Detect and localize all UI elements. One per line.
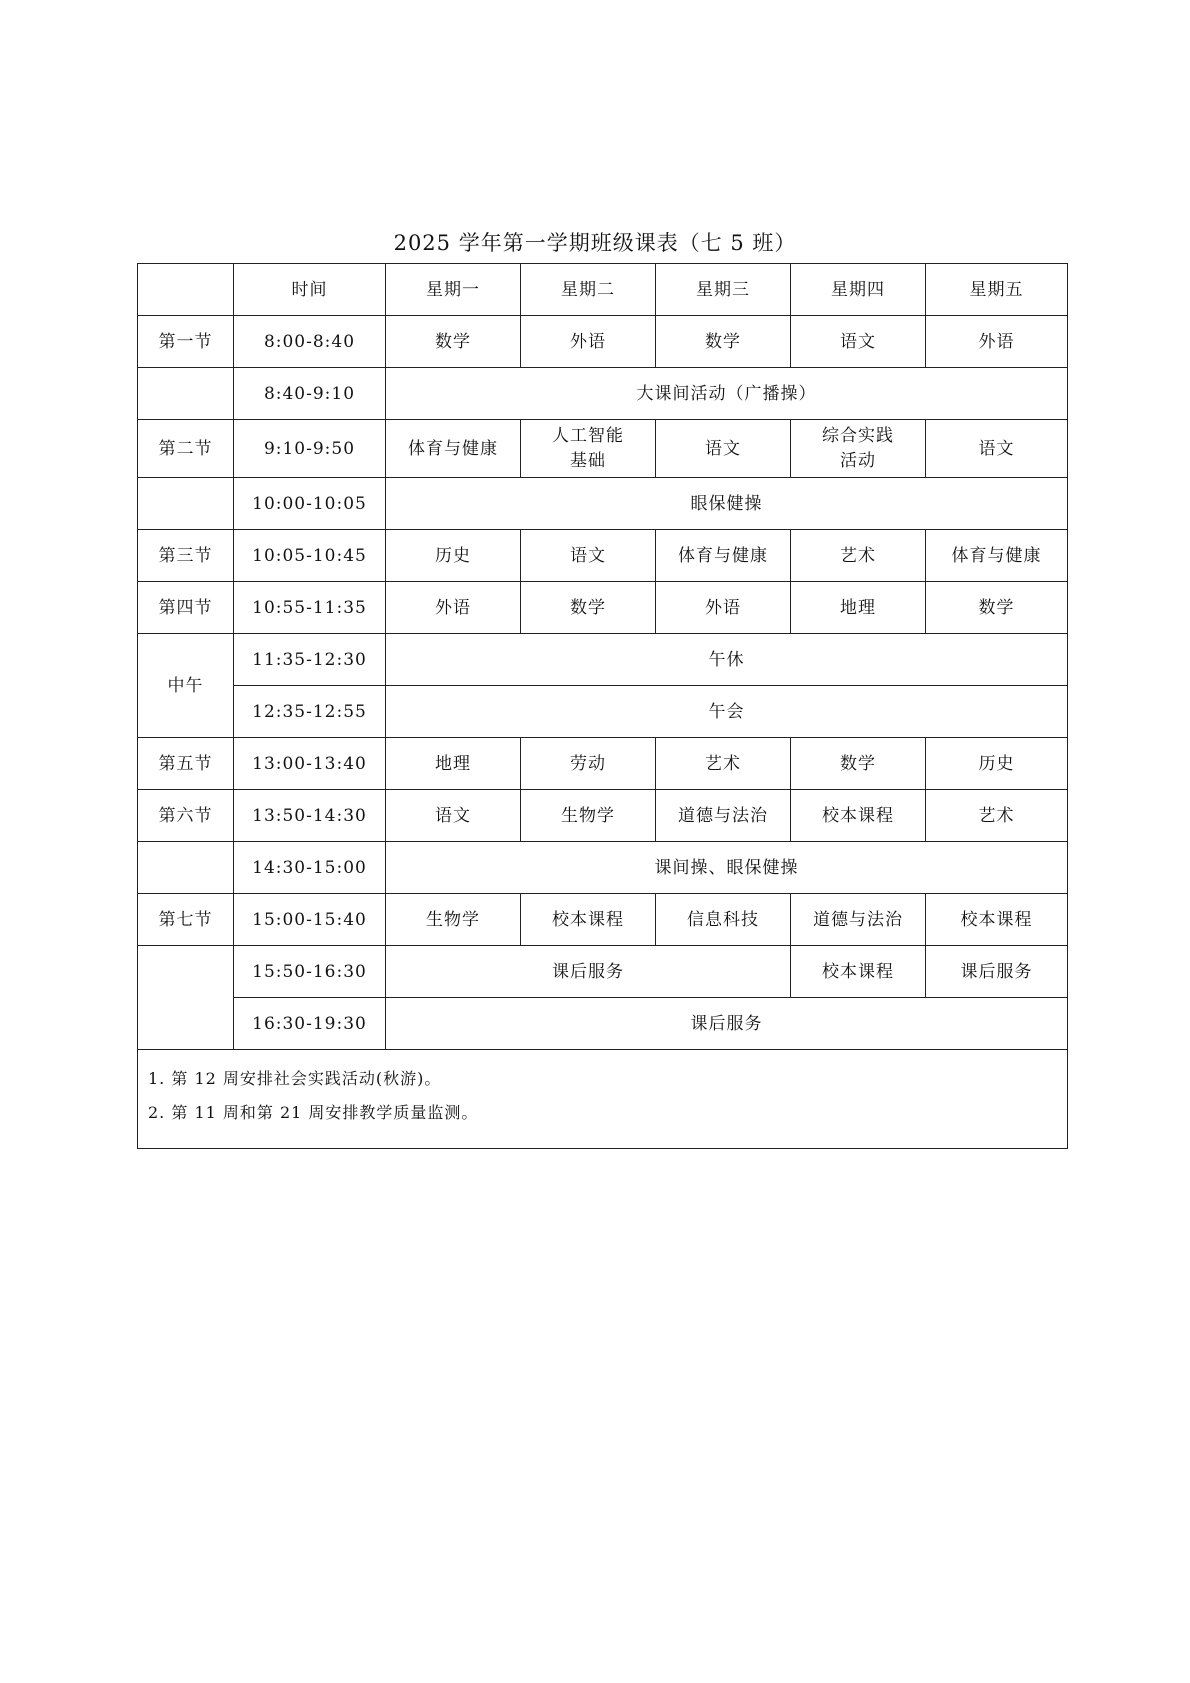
table-row xyxy=(138,368,1068,420)
period-label xyxy=(138,368,234,420)
class-cell: 地理 xyxy=(791,582,926,634)
period-label xyxy=(138,946,234,1050)
class-cell: 语文 xyxy=(791,316,926,368)
activity-cell: 眼保健操 xyxy=(386,478,1068,530)
time-slot: 16:30-19:30 xyxy=(234,998,386,1050)
class-cell-text: 人工智能基础 xyxy=(552,425,624,471)
header-monday: 星期一 xyxy=(386,264,521,316)
time-slot: 10:00-10:05 xyxy=(234,478,386,530)
class-cell-text: 综合实践活动 xyxy=(822,425,894,471)
period-label: 第七节 xyxy=(138,894,234,946)
table-row xyxy=(138,530,1068,582)
note-item: 1. 第 12 周安排社会实践活动(秋游)。 xyxy=(148,1069,442,1088)
class-cell: 校本课程 xyxy=(926,894,1068,946)
time-slot: 12:35-12:55 xyxy=(234,686,386,738)
class-cell: 数学 xyxy=(926,582,1068,634)
class-cell: 历史 xyxy=(386,530,521,582)
notes-cell xyxy=(138,1050,1068,1149)
table-row xyxy=(138,478,1068,530)
class-cell: 课后服务 xyxy=(926,946,1068,998)
class-cell: 数学 xyxy=(791,738,926,790)
activity-cell: 课后服务 xyxy=(386,946,791,998)
class-cell: 体育与健康 xyxy=(656,530,791,582)
class-cell: 数学 xyxy=(656,316,791,368)
class-cell: 校本课程 xyxy=(521,894,656,946)
time-slot: 13:00-13:40 xyxy=(234,738,386,790)
time-slot: 14:30-15:00 xyxy=(234,842,386,894)
class-cell xyxy=(521,420,656,478)
activity-cell: 午会 xyxy=(386,686,1068,738)
class-cell: 语文 xyxy=(926,420,1068,478)
note-item: 2. 第 11 周和第 21 周安排教学质量监测。 xyxy=(148,1103,479,1122)
class-cell: 校本课程 xyxy=(791,790,926,842)
header-row xyxy=(138,264,1068,316)
class-cell xyxy=(791,420,926,478)
header-friday: 星期五 xyxy=(926,264,1068,316)
period-label: 第六节 xyxy=(138,790,234,842)
class-cell: 外语 xyxy=(926,316,1068,368)
table-row xyxy=(138,946,1068,998)
table-row xyxy=(138,790,1068,842)
table-row xyxy=(138,420,1068,478)
time-slot: 15:00-15:40 xyxy=(234,894,386,946)
class-cell: 外语 xyxy=(521,316,656,368)
class-cell: 历史 xyxy=(926,738,1068,790)
period-label: 第一节 xyxy=(138,316,234,368)
table-row xyxy=(138,686,1068,738)
time-slot: 8:00-8:40 xyxy=(234,316,386,368)
class-cell: 校本课程 xyxy=(791,946,926,998)
table-row xyxy=(138,634,1068,686)
class-cell: 语文 xyxy=(521,530,656,582)
table-row xyxy=(138,316,1068,368)
header-thursday: 星期四 xyxy=(791,264,926,316)
activity-cell: 大课间活动（广播操） xyxy=(386,368,1068,420)
class-cell: 数学 xyxy=(386,316,521,368)
period-label xyxy=(138,478,234,530)
class-cell: 艺术 xyxy=(926,790,1068,842)
time-slot: 9:10-9:50 xyxy=(234,420,386,478)
document-title: 2025 学年第一学期班级课表（七 5 班） xyxy=(393,231,797,255)
table-row xyxy=(138,738,1068,790)
header-time: 时间 xyxy=(234,264,386,316)
header-tuesday: 星期二 xyxy=(521,264,656,316)
period-label: 第四节 xyxy=(138,582,234,634)
table-row xyxy=(138,582,1068,634)
class-cell: 数学 xyxy=(521,582,656,634)
class-cell: 艺术 xyxy=(656,738,791,790)
period-label: 第二节 xyxy=(138,420,234,478)
table-row xyxy=(138,998,1068,1050)
notes-row xyxy=(138,1050,1068,1149)
period-label: 第三节 xyxy=(138,530,234,582)
class-cell: 外语 xyxy=(386,582,521,634)
class-cell: 外语 xyxy=(656,582,791,634)
activity-cell: 午休 xyxy=(386,634,1068,686)
time-slot: 13:50-14:30 xyxy=(234,790,386,842)
class-cell: 道德与法治 xyxy=(656,790,791,842)
table-row xyxy=(138,842,1068,894)
class-cell: 生物学 xyxy=(386,894,521,946)
time-slot: 11:35-12:30 xyxy=(234,634,386,686)
time-slot: 8:40-9:10 xyxy=(234,368,386,420)
class-cell: 生物学 xyxy=(521,790,656,842)
class-cell: 语文 xyxy=(656,420,791,478)
activity-cell: 课后服务 xyxy=(386,998,1068,1050)
time-slot: 10:55-11:35 xyxy=(234,582,386,634)
class-cell: 劳动 xyxy=(521,738,656,790)
class-cell: 体育与健康 xyxy=(926,530,1068,582)
class-cell: 艺术 xyxy=(791,530,926,582)
class-cell: 信息科技 xyxy=(656,894,791,946)
header-corner-cell xyxy=(138,264,234,316)
period-label xyxy=(138,842,234,894)
period-label: 第五节 xyxy=(138,738,234,790)
period-label-noon: 中午 xyxy=(138,634,234,738)
header-wednesday: 星期三 xyxy=(656,264,791,316)
time-slot: 10:05-10:45 xyxy=(234,530,386,582)
table-row xyxy=(138,894,1068,946)
class-cell: 体育与健康 xyxy=(386,420,521,478)
activity-cell: 课间操、眼保健操 xyxy=(386,842,1068,894)
time-slot: 15:50-16:30 xyxy=(234,946,386,998)
class-schedule-table xyxy=(137,263,1068,1149)
class-cell: 地理 xyxy=(386,738,521,790)
class-cell: 道德与法治 xyxy=(791,894,926,946)
class-cell: 语文 xyxy=(386,790,521,842)
